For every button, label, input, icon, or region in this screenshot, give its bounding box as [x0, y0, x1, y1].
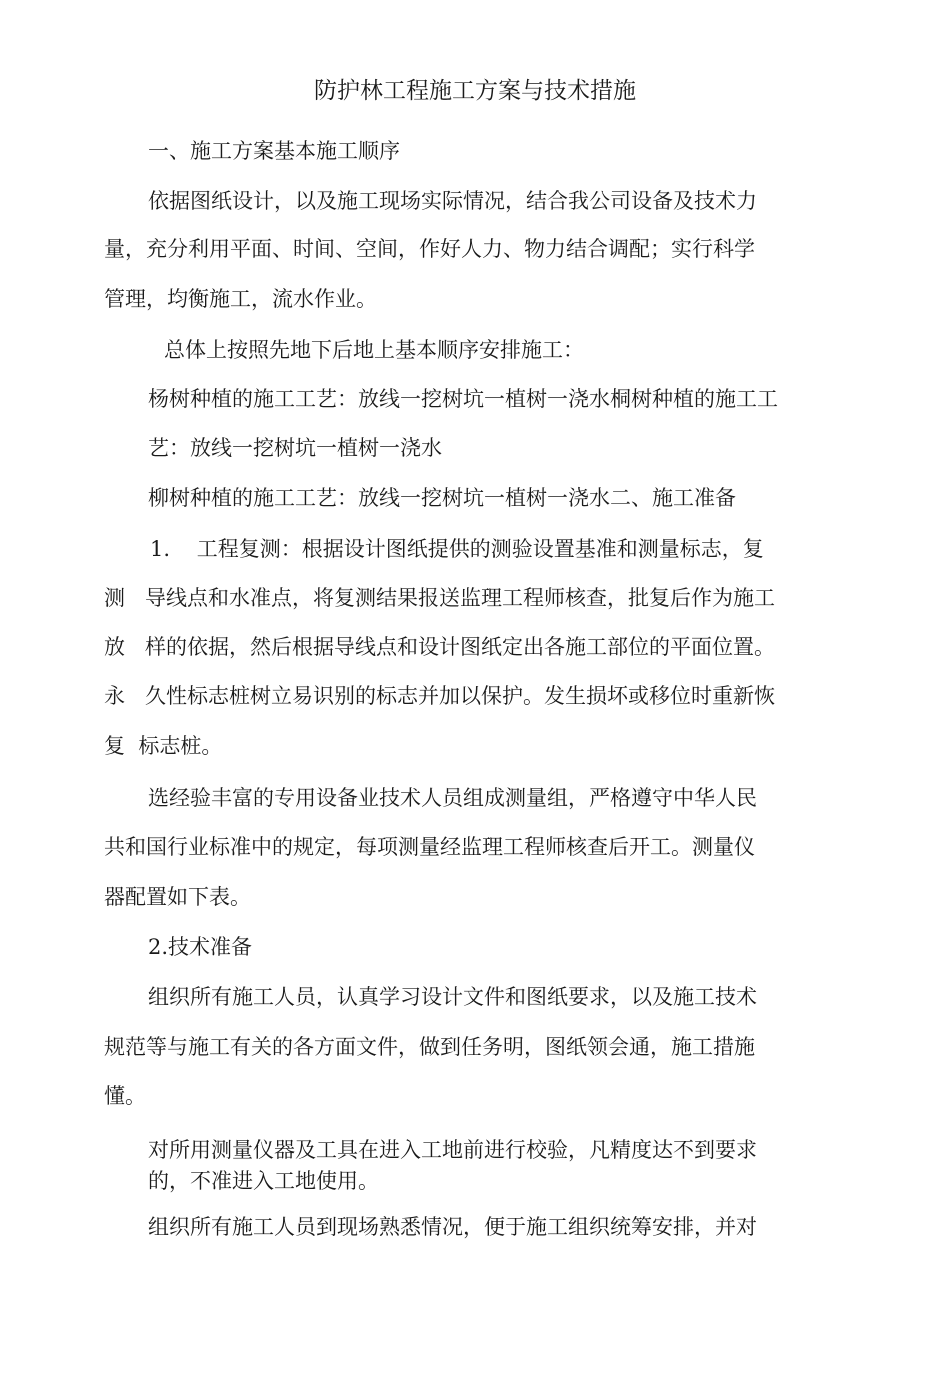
list-item-line: 测 导线点和水准点，将复测结果报送监理工程师核查，批复后作为施工: [104, 586, 776, 610]
paragraph-line: 柳树种植的施工工艺：放线一挖树坑一植树一浇水二、施工准备: [148, 486, 736, 510]
list-item-line: 永 久性标志桩树立易识别的标志并加以保护。发生损坏或移位时重新恢: [104, 684, 776, 708]
paragraph-line: 依据图纸设计，以及施工现场实际情况，结合我公司设备及技术力: [148, 189, 757, 213]
paragraph-line: 组织所有施工人员到现场熟悉情况，便于施工组织统筹安排，并对: [148, 1215, 757, 1239]
section-heading: 一、施工方案基本施工顺序: [148, 139, 400, 163]
paragraph-line: 对所用测量仪器及工具在进入工地前进行校验，凡精度达不到要求: [148, 1138, 757, 1162]
paragraph-line: 器配置如下表。: [104, 885, 251, 909]
subsection-heading: 2.技术准备: [148, 935, 253, 959]
list-item-line: 复 标志桩。: [104, 734, 223, 758]
paragraph-line: 懂。: [104, 1084, 146, 1108]
document-title: 防护林工程施工方案与技术措施: [314, 78, 636, 104]
list-item-line: 1. 工程复测：根据设计图纸提供的测验设置基准和测量标志，复: [150, 537, 764, 561]
list-item-line: 放 样的依据，然后根据导线点和设计图纸定出各施工部位的平面位置。: [104, 635, 776, 659]
paragraph-line: 选经验丰富的专用设备业技术人员组成测量组，严格遵守中华人民: [148, 786, 757, 810]
paragraph-line: 共和国行业标准中的规定，每项测量经监理工程师核查后开工。测量仪: [104, 835, 755, 859]
paragraph-line: 管理，均衡施工，流水作业。: [104, 287, 377, 311]
paragraph-line: 艺：放线一挖树坑一植树一浇水: [148, 436, 442, 460]
paragraph-line: 杨树种植的施工工艺：放线一挖树坑一植树一浇水桐树种植的施工工: [148, 387, 778, 411]
paragraph-line: 规范等与施工有关的各方面文件，做到任务明，图纸领会通，施工措施: [104, 1035, 755, 1059]
paragraph-line: 总体上按照先地下后地上基本顺序安排施工：: [164, 338, 584, 362]
paragraph-line: 组织所有施工人员，认真学习设计文件和图纸要求，以及施工技术: [148, 985, 757, 1009]
paragraph-line: 的，不准进入工地使用。: [148, 1169, 379, 1193]
paragraph-line: 量，充分利用平面、时间、空间，作好人力、物力结合调配；实行科学: [104, 237, 755, 261]
